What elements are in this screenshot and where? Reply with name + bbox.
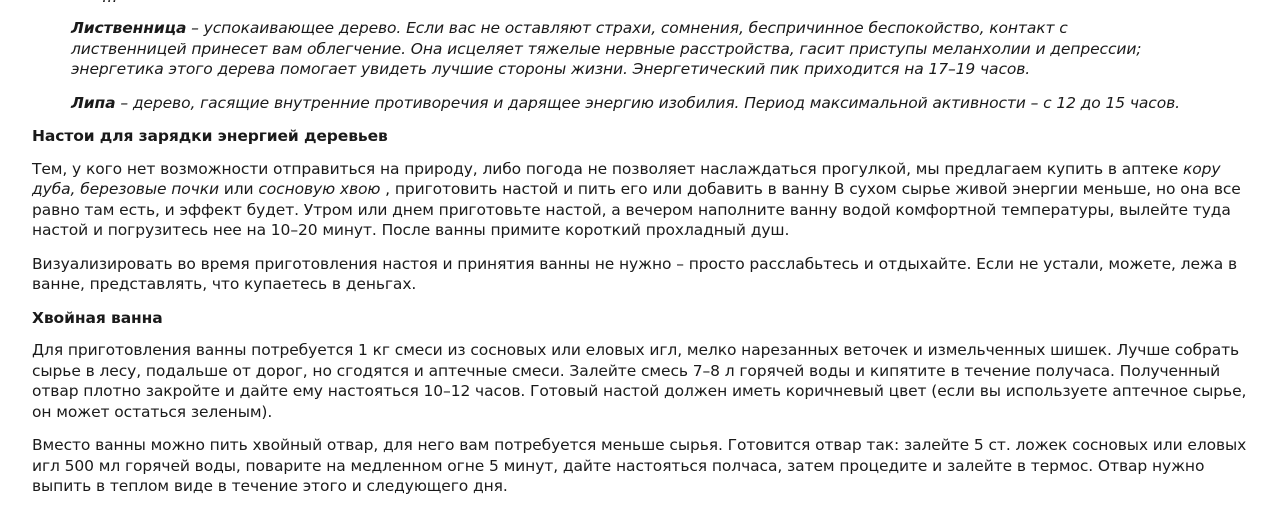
- tree-name: Липа: [71, 93, 116, 112]
- text-segment: Тем, у кого нет возможности отправиться на природу, либо погода не позволяет наслаждаться прогулкой, мы предлагаем купить в аптеке: [32, 159, 1184, 178]
- text-segment: , приготовить настой и пить его или добавить в ванну В сухом сырье живой энергии меньше, но она все равно там есть, и эффект будет. Утром или днем приготовьте настой, а вечером наполните ванну водой комфортной температуры, вылейте туда настой и погрузитесь нее на 10–20 минут. После ванны примите короткий прохладный душ.: [32, 180, 1241, 239]
- paragraph-pine-decoction: Вместо ванны можно пить хвойный отвар, для него вам потребуется меньше сырья. Готовится отвар так: залейте 5 ст. ложек сосновых или еловых игл 500 мл горячей воды, поварите на медленном огне 5 минут, дайте настояться полчаса, затем процедите и залейте в термос. Отвар нужно выпить в теплом виде в течение этого и следующего дня.: [32, 436, 1247, 495]
- paragraph-infusions: [32, 159, 1257, 241]
- section-heading-pine-bath: Хвойная ванна: [32, 308, 163, 327]
- cut-off-line: [102, 0, 117, 8]
- tree-list: [71, 18, 1181, 113]
- tree-item-larch: [71, 18, 1181, 80]
- tree-description: – успокаивающее дерево. Если вас не оставляют страхи, сомнения, беспричинное беспокойство, контакт с лиственницей принесет вам облегчение. Она исцеляет тяжелые нервные расстройства, гасит приступы меланхолии и депрессии; энергетика этого дерева помогает увидеть лучшие стороны жизни. Энергетический пик приходится на 17–19 часов.: [71, 19, 1142, 78]
- text-segment-italic: сосновую хвою: [258, 180, 381, 198]
- section-heading-infusions: Настои для зарядки энергией деревьев: [32, 127, 388, 145]
- tree-name: Лиственница: [71, 19, 187, 37]
- text-segment-italic: кору дуба, березовые почки: [32, 159, 1221, 198]
- article-content: [32, 0, 1257, 510]
- paragraph-visualize: Визуализировать во время приготовления настоя и принятия ванны не нужно – просто расслабьтесь и отдыхайте. Если не устали, можете, лежа в ванне, представлять, что купаетесь в деньгах.: [32, 254, 1238, 293]
- tree-item-linden: [71, 93, 1181, 114]
- paragraph-pine-bath: Для приготовления ванны потребуется 1 кг смеси из сосновых или еловых игл, мелко нарезанных веточек и измельченных шишек. Лучше собрать сырье в лесу, подальше от дорог, но сгодятся и аптечные смеси. Залейте смесь 7–8 л горячей воды и кипятите в течение получаса. Полученный отвар плотно закройте и дайте ему настояться 10–12 часов. Готовый настой должен иметь коричневый цвет (если вы используете аптечное сырье, он может остаться зеленым).: [32, 341, 1247, 421]
- tree-description: – дерево, гасящие внутренние противоречия и дарящее энергию изобилия. Период максимальной активности – с 12 до 15 часов.: [115, 93, 1180, 112]
- text-segment: или: [218, 180, 259, 198]
